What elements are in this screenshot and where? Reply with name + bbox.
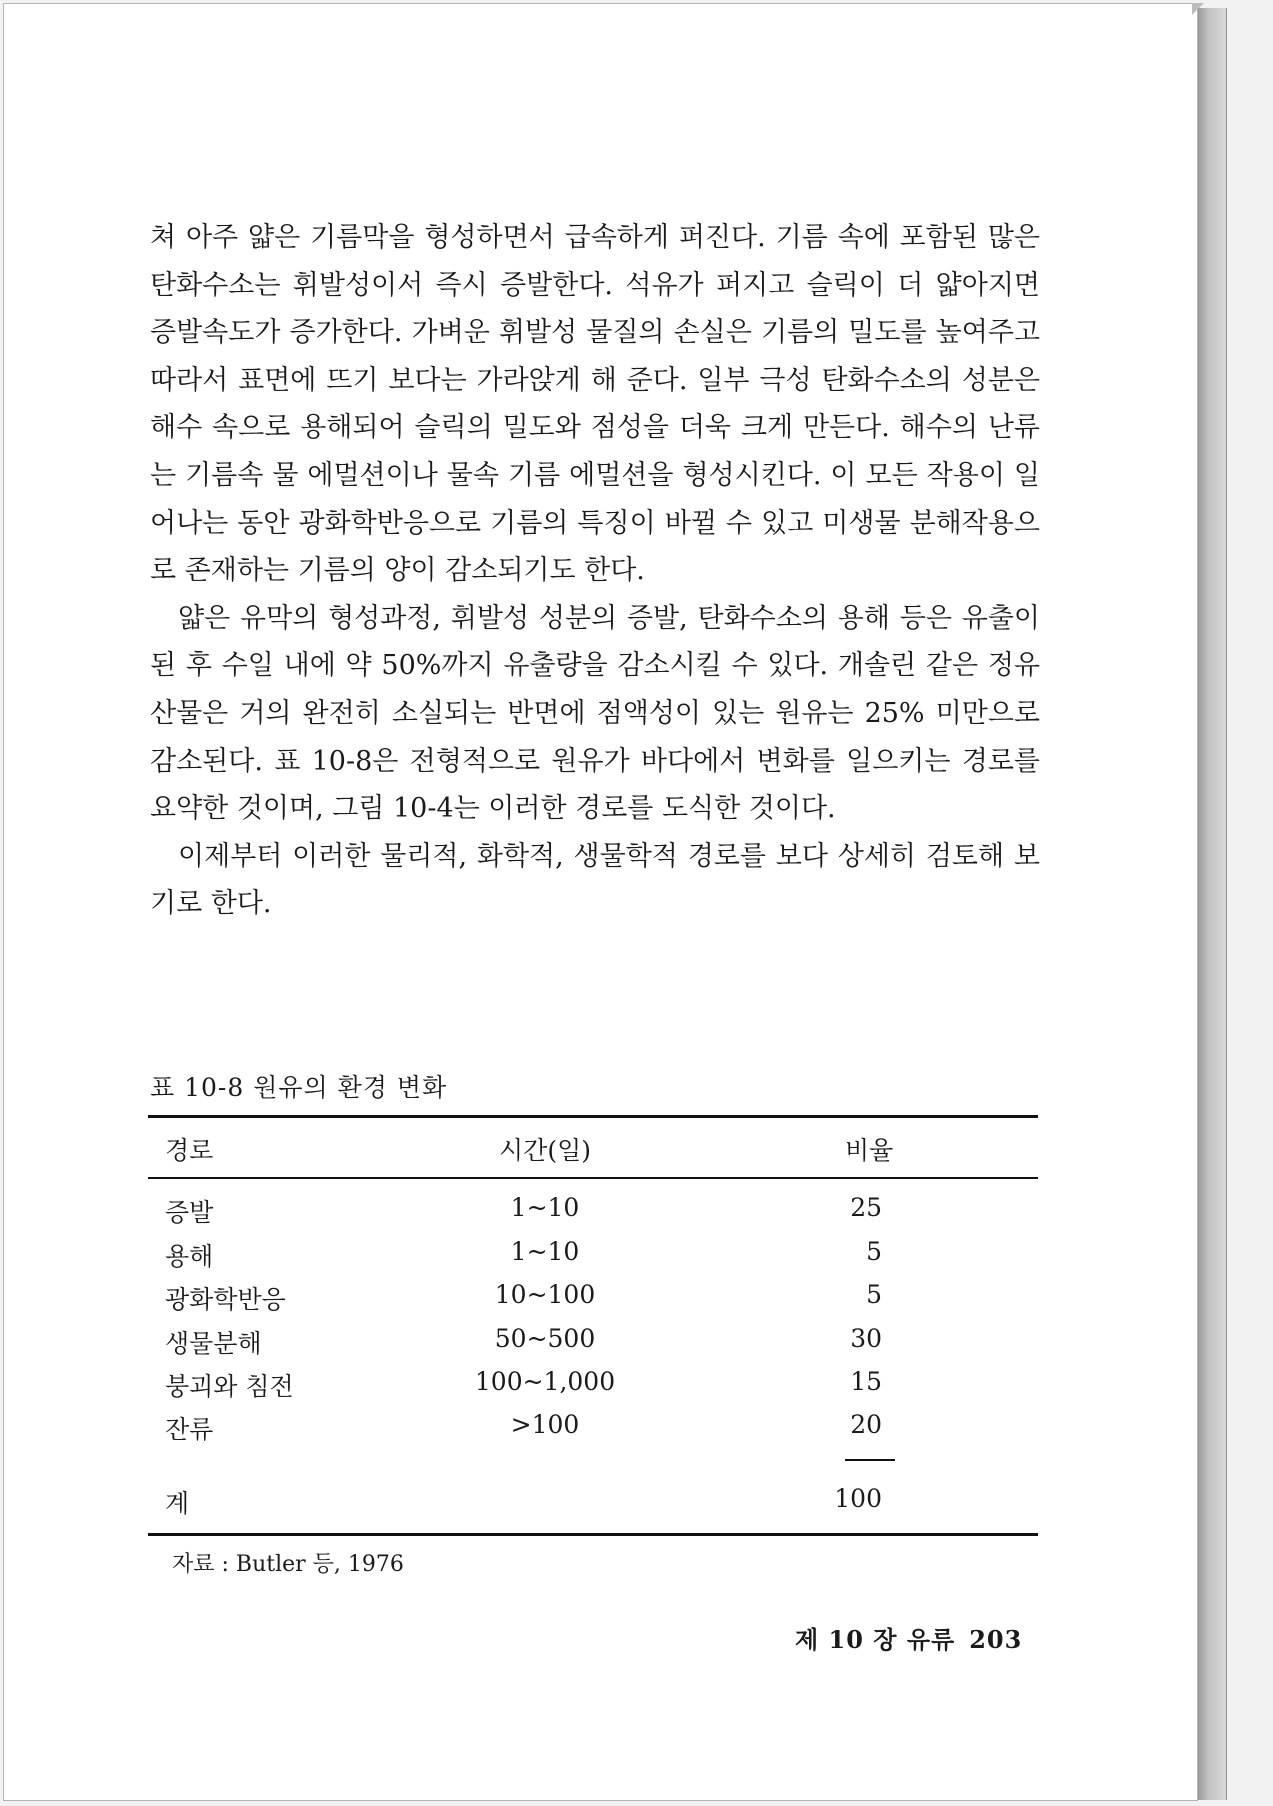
- paragraph-1: 쳐 아주 얇은 기름막을 형성하면서 급속하게 퍼진다. 기름 속에 포함된 많은 탄화수소는 휘발성이서 즉시 증발한다. 석유가 퍼지고 슬릭이 더 얇아지면 증발속도가 증가한다. 가벼운 휘발성 물질의 손실은 기름의 밀도를 높여주고 따라서 표면에 뜨기 보다는 가라앉게 해 준다. 일부 극성 탄화수소의 성분은 해수 속으로 용해되어 슬릭의 밀도와 점성을 더욱 크게 만든다. 해수의 난류는 기름속 물 에멀션이나 물속 기름 에멀션을 형성시킨다. 이 모든 작용이 일어나는 동안 광화학반응으로 기름의 특징이 바뀔 수 있고 미생물 분해작용으로 존재하는 기름의 양이 감소되기도 한다.: [150, 222, 1040, 587]
- table-caption: 표 10-8 원유의 환경 변화: [150, 1073, 448, 1102]
- table-header-rule: [148, 1177, 1038, 1179]
- page-corner: [1192, 3, 1204, 15]
- page-number: 203: [969, 1625, 1023, 1654]
- row-path: 증발: [165, 1198, 214, 1227]
- paragraph-3: 이제부터 이러한 물리적, 화학적, 생물학적 경로를 보다 상세히 검토해 보기로 한다.: [150, 840, 1040, 920]
- sum-rule: [845, 1459, 895, 1461]
- table-source: 자료 : Butler 등, 1976: [172, 1552, 404, 1577]
- row-path: 붕괴와 침전: [165, 1372, 294, 1401]
- row-path: 잔류: [165, 1415, 214, 1444]
- row-path: 광화학반응: [165, 1285, 286, 1314]
- chapter-title: 제 10 장 유류: [795, 1625, 956, 1654]
- header-ratio: 비율: [845, 1136, 894, 1165]
- running-footer: [795, 1620, 1022, 1655]
- body-text: [150, 214, 1040, 928]
- total-label: 계: [165, 1489, 190, 1518]
- paragraph-2: 얇은 유막의 형성과정, 휘발성 성분의 증발, 탄화수소의 용해 등은 유출이 된 후 수일 내에 약 50%까지 유출량을 감소시킬 수 있다. 개솔린 같은 정유산물은 거의 완전히 소실되는 반면에 점액성이 있는 원유는 25% 미만으로 감소된다. 표 10-8은 전형적으로 원유가 바다에서 변화를 일으키는 경로를 요약한 것이며, 그림 10-4는 이러한 경로를 도식한 것이다.: [150, 602, 1040, 825]
- table-bottom-rule: [148, 1533, 1038, 1536]
- row-path: 용해: [165, 1242, 214, 1271]
- page-stack-edge: [1198, 8, 1227, 1800]
- row-path: 생물분해: [165, 1329, 262, 1358]
- table-top-rule: [148, 1115, 1038, 1118]
- header-path: 경로: [165, 1136, 214, 1165]
